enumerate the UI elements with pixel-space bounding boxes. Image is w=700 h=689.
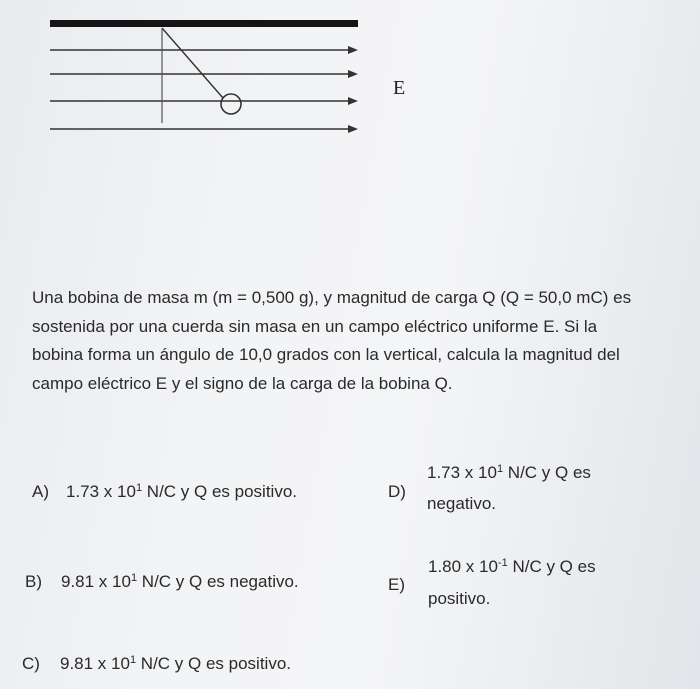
option-text bbox=[60, 650, 291, 678]
field-arrow-1 bbox=[348, 46, 358, 54]
option-rest: N/C y Q es positivo. bbox=[136, 654, 292, 673]
field-arrow-2 bbox=[348, 70, 358, 78]
option-exponent: 1 bbox=[496, 463, 504, 475]
option-text-line2: negativo. bbox=[427, 494, 496, 513]
option-text bbox=[61, 568, 299, 596]
option-text-line1 bbox=[428, 553, 596, 581]
option-rest: N/C y Q es positivo. bbox=[142, 482, 298, 501]
option-exponent: 1 bbox=[135, 482, 143, 494]
option-letter: A) bbox=[32, 482, 49, 501]
charged-bob bbox=[221, 94, 241, 114]
option-d[interactable] bbox=[388, 458, 648, 518]
option-mantissa: 9.81 x 10 bbox=[60, 654, 130, 673]
field-label: E bbox=[393, 77, 406, 99]
option-mantissa: 1.73 x 10 bbox=[427, 463, 497, 482]
option-text bbox=[66, 478, 297, 506]
option-letter: C) bbox=[22, 654, 40, 673]
option-e[interactable] bbox=[388, 553, 648, 613]
option-letter: D) bbox=[388, 482, 406, 501]
option-c[interactable] bbox=[22, 650, 347, 678]
electric-field-diagram bbox=[30, 8, 430, 183]
ceiling-bar bbox=[50, 20, 358, 27]
question-text: Una bobina de masa m (m = 0,500 g), y magnitud de carga Q (Q = 50,0 mC) es sostenida por una cuerda sin masa en un campo eléctrico uniforme E. Si la bobina forma un ángulo de 10,0 grados con la vertical, calcula la magnitud del campo eléctrico E y el signo de la carga de la bobina Q. bbox=[32, 288, 632, 393]
option-mantissa: 1.73 x 10 bbox=[66, 482, 136, 501]
option-exponent: -1 bbox=[497, 557, 508, 569]
option-rest: N/C y Q es negativo. bbox=[137, 572, 299, 591]
string bbox=[162, 28, 223, 98]
option-text-line1 bbox=[427, 459, 591, 487]
option-text-line2: positivo. bbox=[428, 589, 491, 608]
option-mantissa: 9.81 x 10 bbox=[61, 572, 131, 591]
option-letter: B) bbox=[25, 572, 42, 591]
field-arrow-3 bbox=[348, 97, 358, 105]
option-mantissa: 1.80 x 10 bbox=[428, 557, 498, 576]
option-letter: E) bbox=[388, 575, 405, 594]
option-rest: N/C y Q es bbox=[507, 557, 596, 576]
option-rest: N/C y Q es bbox=[503, 463, 591, 482]
option-a[interactable] bbox=[32, 478, 352, 506]
field-arrow-4 bbox=[348, 125, 358, 133]
option-exponent: 1 bbox=[129, 654, 137, 666]
option-b[interactable] bbox=[25, 568, 350, 596]
option-exponent: 1 bbox=[130, 572, 138, 584]
